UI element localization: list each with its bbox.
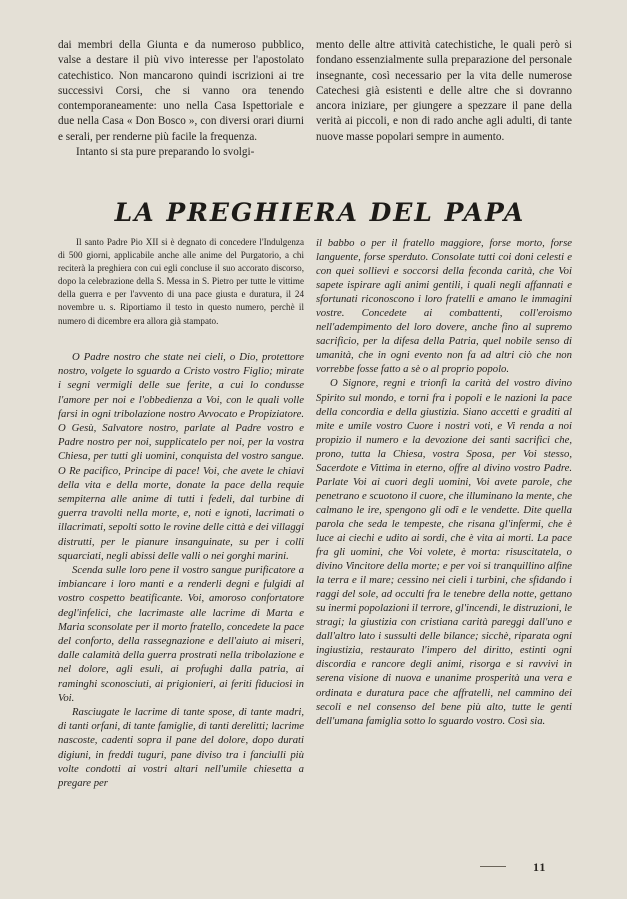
prayer-left-column — [58, 350, 304, 790]
body-paragraph: dai membri della Giunta e da numeroso pubblico, valse a destare il più vivo interesse per l'apostolato catechistico. Non mancarono quindi iscrizioni ai tre successivi Corsi, che si vanno ora tenendo contemporaneamente: uno nella Casa Ispettoriale e due nella Casa « Don Bosco », con diversi orari diurni e serali, per renderne più facile la frequenza. — [58, 39, 304, 143]
prayer-paragraph: O Padre nostro che state nei cieli, o Dio, protettore nostro, volgete lo sguardo a Cristo vostro Figlio; mirate i segni vermigli delle sue ferite, a cui lo condusse l'amore per noi e l'obbedienza a Voi, con le quali volle farsi in ogni tribolazione nostro Avvocato e Propiziatore. O Gesù, Salvatore nostro, parlate al Padre vostro e Padre nostro per noi, supplicatelo per noi, per la vostra Chiesa, per tutti gli uomini, conquista del vostro sangue. O Re pacifico, Principe di pace! Voi, che avete le chiavi della vita e della morte, donate la pace della requie sempiterna alle anime di tutti i fedeli, dal turbine di guerra travolti nella morte, e, noti e ignoti, lacrimati o illacrimati, sepolti sotto le rovine delle città e dei villaggi distrutti, per le pianure insanguinate, su per i colli squarciati, negli abissi delle valli o nei gorghi marini. — [58, 351, 304, 562]
top-left-column — [58, 38, 304, 160]
prayer-paragraph: Rasciugate le lacrime di tante spose, di tante madri, di tanti orfani, di tante famiglie, di tanti derelitti; lacrime nascoste, cadenti sopra il pane del dolore, dopo durati digiuni, in freddi tuguri, pane diviso tra i fanciulli più volte condotti ai vostri altari nell'umile chiesetta a pregare per — [58, 706, 304, 790]
page-number: 11 — [533, 860, 547, 874]
prayer-paragraph: Scenda sulle loro pene il vostro sangue purificatore a imbiancare i loro manti e a renderli degni e fulgidi al vostro cospetto beatificante. Voi, amoroso confortatore degl'infelici, che lacrimaste alle lacrime di Marta e Maria sconsolate per il morto fratello, concedete la pace del conforto, della rassegnazione e dell'aiuto ai miseri, dalle calamità della guerra prostrati nella tribolazione e nel dolore, agli esuli, ai profughi dalla patria, ai raminghi sconosciuti, ai prigionieri, ai feriti fiduciosi in Voi. — [58, 564, 304, 704]
intro-paragraph: Il santo Padre Pio XII si è degnato di concedere l'Indulgenza di 500 giorni, applicabile anche alle anime del Purgatorio, a chi reciterà la preghiera con cui egli concluse il suo accorato discorso, dopo la celebrazione della S. Messa in S. Pietro per tutte le vittime della guerra e per l'avvento di una pace giusta e duratura, il 24 novembre u. s. Riportiamo il testo in questo numero, perchè il numero di dicembre era allora già stampato. — [58, 237, 304, 326]
article-intro — [58, 236, 304, 328]
prayer-right-column — [316, 236, 572, 728]
article-title: LA PREGHIERA DEL PAPA — [114, 198, 526, 227]
footer-rule — [480, 866, 506, 867]
top-right-column — [316, 38, 572, 145]
prayer-paragraph: O Signore, regni e trionfi la carità del vostro divino Spirito sul mondo, e torni fra i popoli e le nazioni la pace della concordia e della giustizia. Siano accetti e graditi al mite e umile vostro Cuore i nostri voti, e Vi renda a noi propizio il numero e la devozione dei santi sacrifici che, prono, tutta la Chiesa, vostra Sposa, per Voi stesso, Sacerdote e Vittima in eterno, offre al divino vostro Padre. Parlate Voi ai cuori degli uomini, Voi avete parole, che penetrano e scuotono il cuore, che illuminano la mente, che calmano le ire, spengono gli odî e le vendette. Dite quella parola che seda le tempeste, che risana gl'infermi, che è luce ai ciechi e udito ai sordi, che è vita ai morti. La pace fra gli uomini, che Voi volete, è morta: risuscitatela, o divino Vincitore della morte; e per voi si tranquillino alfine la terra e il mare; cessino nei cieli i turbini, che sfidando i raggi del sole, ad occulti fra le tenebre della notte, gettano su inermi popolazioni il terrore, gl'incendi, le distruzioni, le stragi; la giustizia con cristiana carità pareggi dall'uno e dall'altro lato i sussulti delle bilance; sicchè, riparata ogni ingiustizia, restaurato l'impero del diritto, estinti ogni discordia e rancore degli animi, risorga e si ravvivi in serena visione di nuova e unanime prosperità una vera e ordinata e duratura pace che affratelli, nel cammino dei secoli e nel consenso del bene più alto, tutte le genti dell'umana famiglia sotto lo sguardo vostro. Così sia. — [316, 377, 572, 727]
body-paragraph: Intanto si sta pure preparando lo svolgi- — [76, 146, 255, 159]
prayer-paragraph: il babbo o per il fratello maggiore, forse morto, forse languente, forse sperduto. Consolate tutti coi doni celesti e con quei sollievi e soccorsi della feconda carità, che Voi sapete ispirare agli animi gentili, i quali negli affannati e sfortunati riconoscono i loro fratelli e amano le immagini vostre. Concedete ai combattenti, coll'eroismo nell'adempimento del loro dovere, anche fino al supremo sacrificio, per la difesa della Patria, quel nobile senso di umanità, che in ogni evento non fa ad altri ciò che non vorrebbe fosse fatto a sè o al proprio popolo. — [316, 237, 572, 376]
body-paragraph: mento delle altre attività catechistiche, le quali però si fondano essenzialmente sulla preparazione del personale insegnante, così necessario per la vita delle numerose Catechesi già esistenti e delle altre che si dovranno ancora iniziare, per giungere a spezzare il pane della verità ai piccoli, e non di rado anche agli adulti, di tante nuove masse popolari sempre in aumento. — [316, 39, 572, 143]
